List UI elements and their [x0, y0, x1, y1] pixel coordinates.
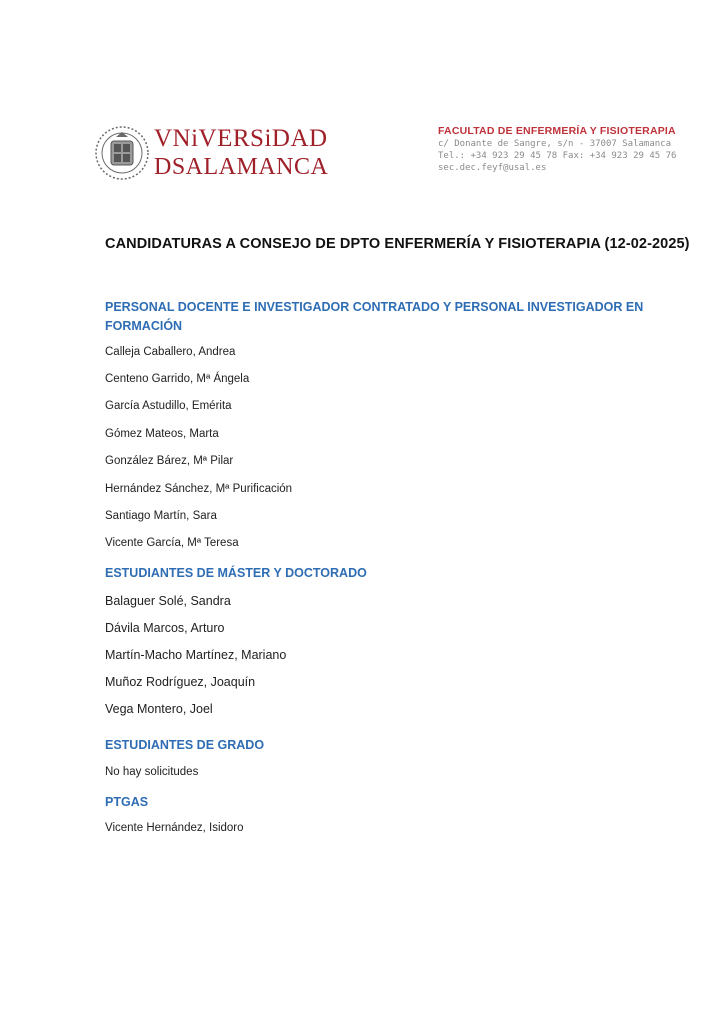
candidate-name: Calleja Caballero, Andrea: [105, 346, 236, 358]
faculty-phone-fax: Tel.: +34 923 29 45 78 Fax: +34 923 29 45 76: [438, 151, 677, 161]
candidate-name: Hernández Sánchez, Mª Purificación: [105, 483, 293, 495]
candidate-name: González Bárez, Mª Pilar: [105, 455, 234, 467]
faculty-email: sec.dec.feyf@usal.es: [438, 163, 547, 173]
section-heading-master-doctorado: ESTUDIANTES DE MÁSTER Y DOCTORADO: [105, 566, 367, 580]
candidate-name: Martín-Macho Martínez, Mariano: [105, 648, 287, 662]
candidate-name: Dávila Marcos, Arturo: [105, 621, 225, 635]
section-heading-pdi: PERSONAL DOCENTE E INVESTIGADOR CONTRATADO Y PERSONAL INVESTIGADOR EN FORMACIÓN: [105, 300, 644, 333]
candidate-name: Centeno Garrido, Mª Ángela: [105, 373, 250, 385]
no-applications-text: No hay solicitudes: [105, 766, 199, 778]
candidate-name: Santiago Martín, Sara: [105, 510, 217, 522]
section-heading-grado: ESTUDIANTES DE GRADO: [105, 738, 265, 752]
university-logo: [94, 124, 329, 182]
faculty-address: c/ Donante de Sangre, s/n - 37007 Salamanca: [438, 139, 671, 149]
university-seal-icon: [94, 124, 150, 182]
candidate-name: Muñoz Rodríguez, Joaquín: [105, 675, 256, 689]
document-title: CANDIDATURAS A CONSEJO DE DPTO ENFERMERÍA Y FISIOTERAPIA (12-02-2025): [105, 236, 690, 252]
university-name-line1: VNiVERSiDAD: [154, 125, 328, 152]
candidate-name: Vicente Hernández, Isidoro: [105, 822, 244, 834]
candidate-name: Gómez Mateos, Marta: [105, 428, 219, 440]
candidate-name: Balaguer Solé, Sandra: [105, 594, 231, 608]
candidate-name: Vega Montero, Joel: [105, 702, 213, 716]
university-name-line2: DSALAMANCA: [154, 154, 329, 180]
section-heading-ptgas: PTGAS: [105, 795, 149, 809]
faculty-title: FACULTAD DE ENFERMERÍA Y FISIOTERAPIA: [438, 125, 676, 137]
faculty-contact-block: [438, 125, 676, 174]
candidate-name: García Astudillo, Emérita: [105, 400, 232, 412]
candidate-name: Vicente García, Mª Teresa: [105, 537, 239, 549]
